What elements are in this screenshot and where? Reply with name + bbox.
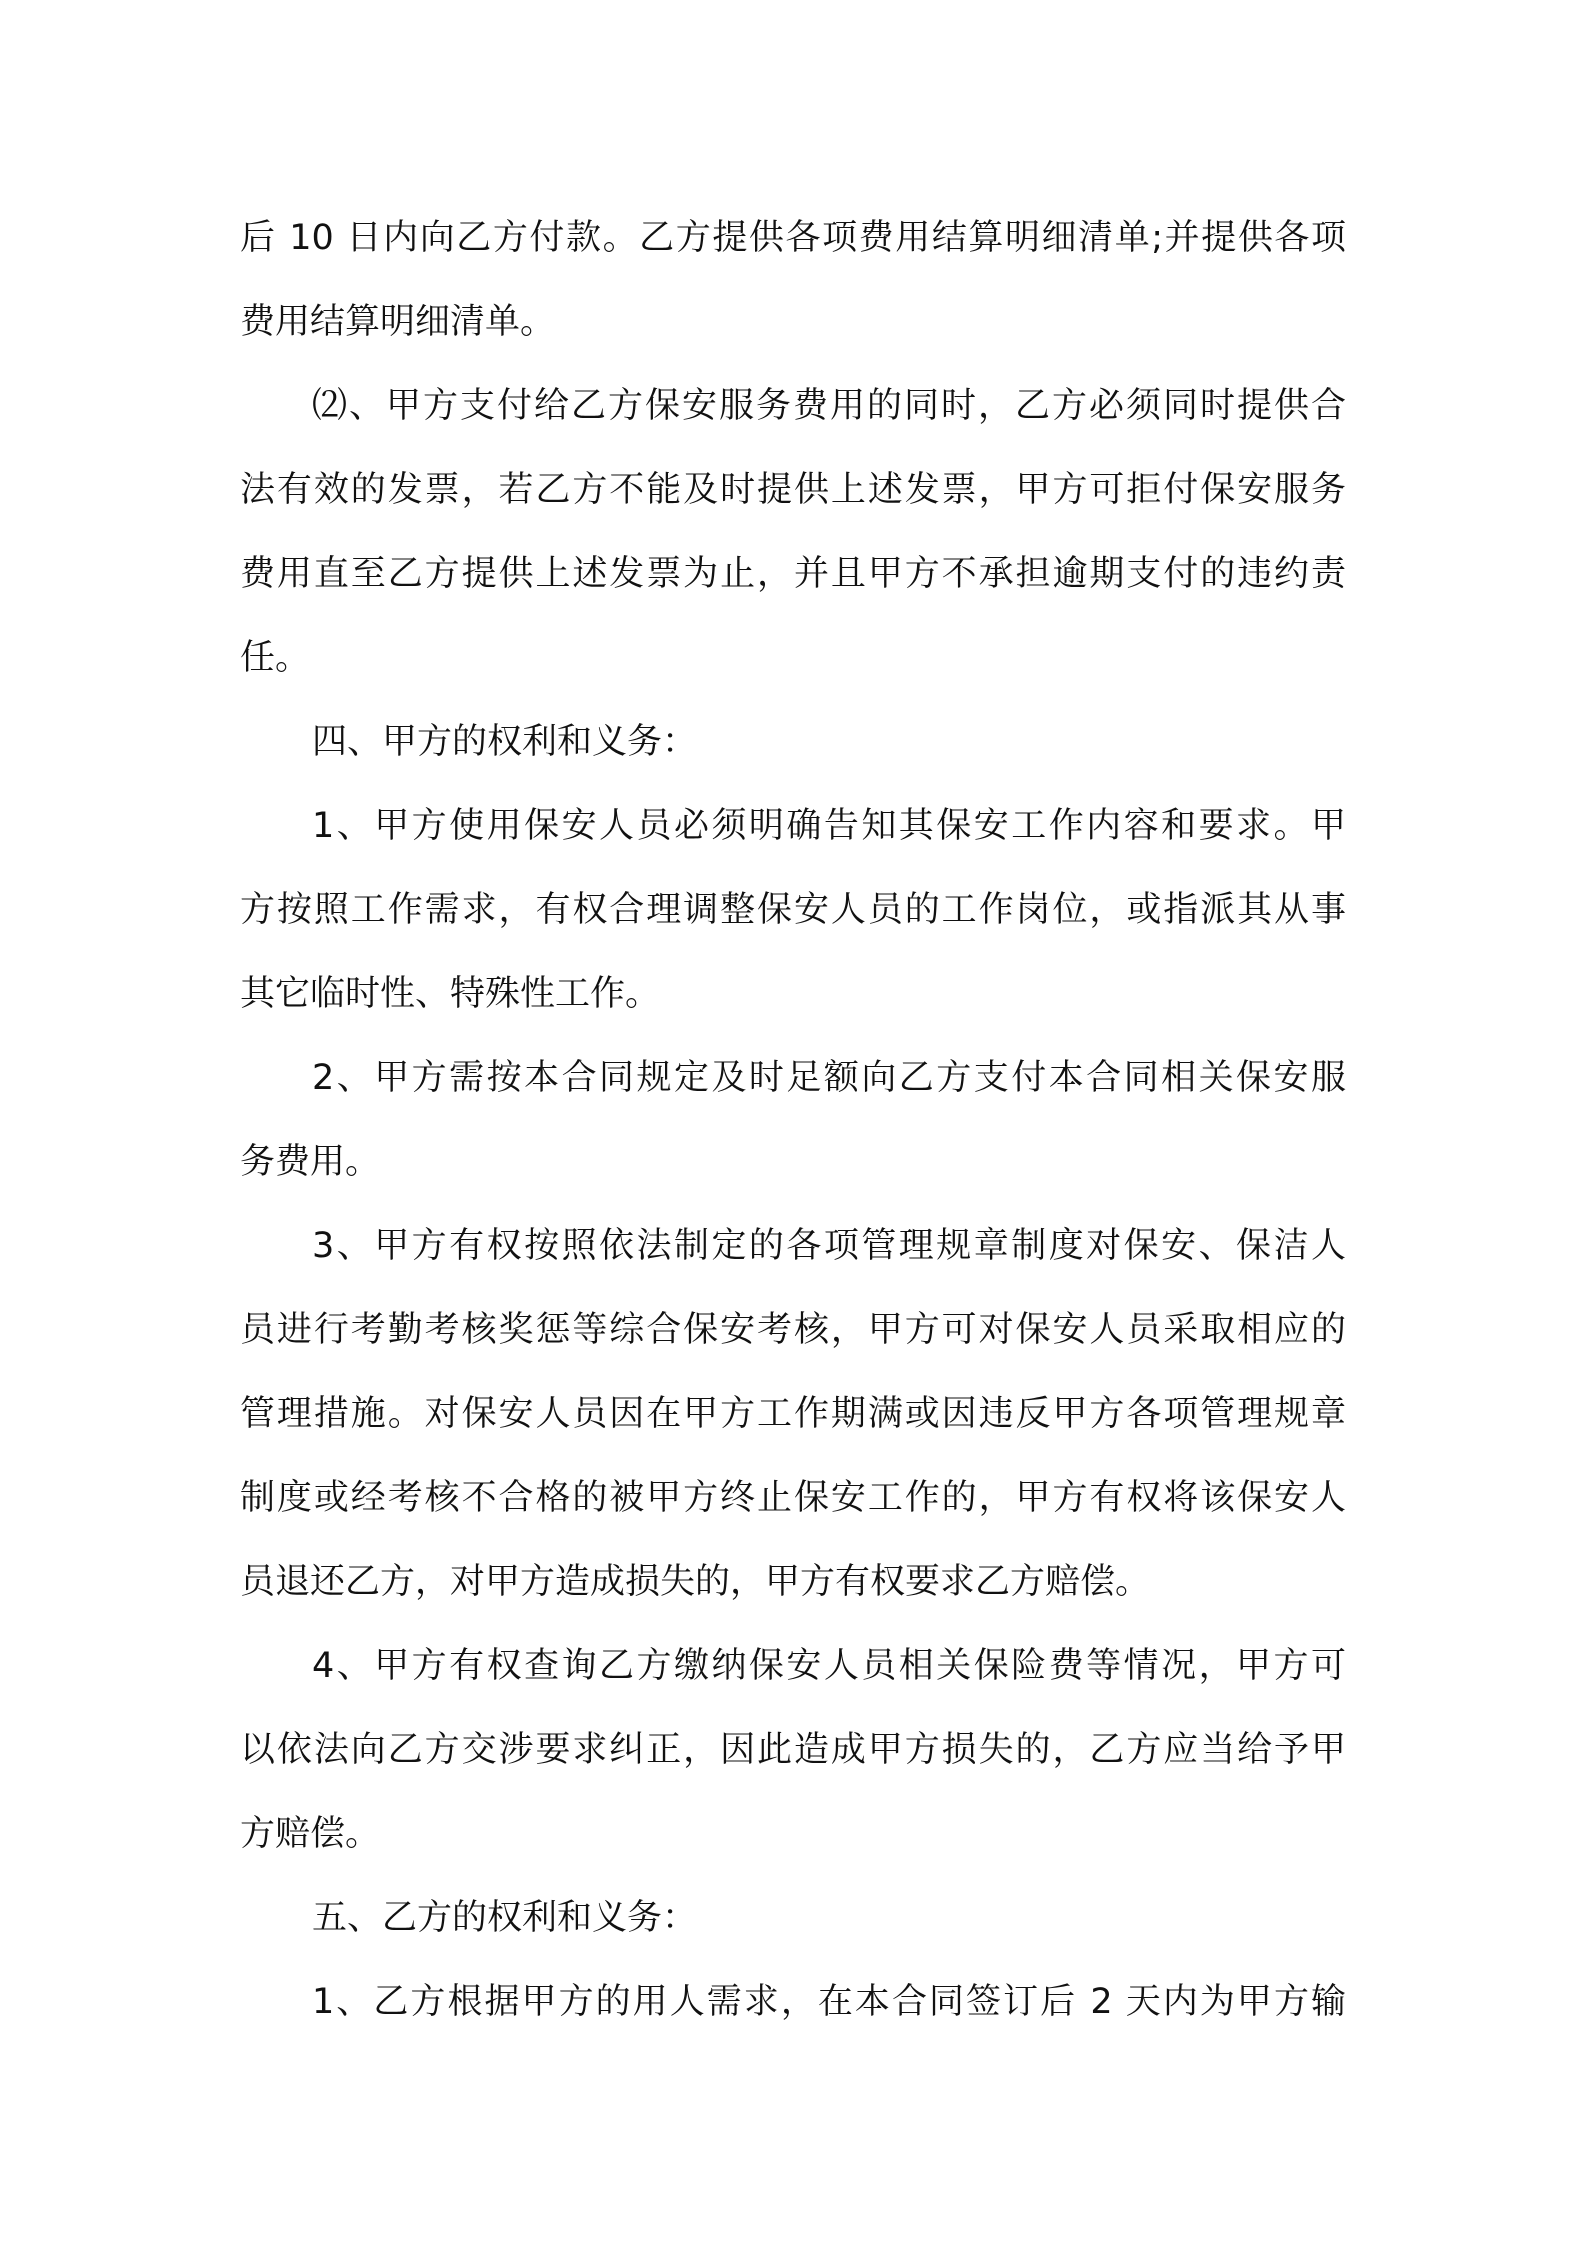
- document-line: 以依法向乙方交涉要求纠正，因此造成甲方损失的，乙方应当给予甲: [240, 1730, 1346, 1770]
- document-line: 4、甲方有权查询乙方缴纳保安人员相关保险费等情况，甲方可: [312, 1646, 1346, 1686]
- document-line: 员退还乙方，对甲方造成损失的，甲方有权要求乙方赔偿。: [240, 1562, 1151, 1602]
- document-line: 费用结算明细清单。: [240, 302, 556, 342]
- document-line: ⑵、甲方支付给乙方保安服务费用的同时，乙方必须同时提供合: [312, 386, 1346, 426]
- document-line: 后 10 日内向乙方付款。乙方提供各项费用结算明细清单;并提供各项: [240, 218, 1346, 258]
- document-line: 五、乙方的权利和义务：: [312, 1898, 698, 1938]
- document-line: 方按照工作需求，有权合理调整保安人员的工作岗位，或指派其从事: [240, 890, 1346, 930]
- document-line: 3、甲方有权按照依法制定的各项管理规章制度对保安、保洁人: [312, 1226, 1346, 1266]
- document-line: 方赔偿。: [240, 1814, 381, 1854]
- document-line: 四、甲方的权利和义务：: [312, 722, 698, 762]
- document-line: 其它临时性、特殊性工作。: [240, 974, 661, 1014]
- document-line: 费用直至乙方提供上述发票为止，并且甲方不承担逾期支付的违约责: [240, 554, 1346, 594]
- document-line: 务费用。: [240, 1142, 381, 1182]
- document-body: [240, 196, 1346, 2044]
- document-line: 制度或经考核不合格的被甲方终止保安工作的，甲方有权将该保安人: [240, 1478, 1346, 1518]
- document-line: 2、甲方需按本合同规定及时足额向乙方支付本合同相关保安服: [312, 1058, 1346, 1098]
- document-line: 员进行考勤考核奖惩等综合保安考核，甲方可对保安人员采取相应的: [240, 1310, 1346, 1350]
- document-line: 1、甲方使用保安人员必须明确告知其保安工作内容和要求。甲: [312, 806, 1346, 846]
- document-line: 任。: [240, 638, 311, 678]
- document-line: 1、乙方根据甲方的用人需求，在本合同签订后 2 天内为甲方输: [312, 1982, 1346, 2022]
- document-line: 管理措施。对保安人员因在甲方工作期满或因违反甲方各项管理规章: [240, 1394, 1346, 1434]
- document-line: 法有效的发票，若乙方不能及时提供上述发票，甲方可拒付保安服务: [240, 470, 1346, 510]
